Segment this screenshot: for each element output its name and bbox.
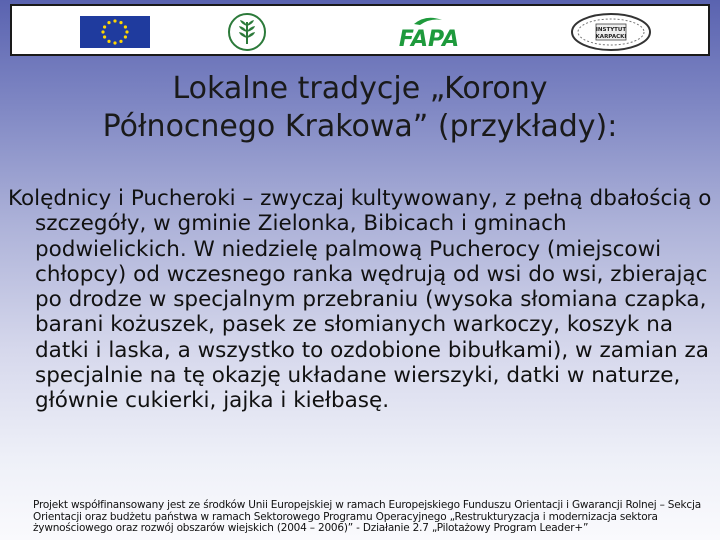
body-text: – zwyczaj kultywowany, z pełną dbałością o szczegóły, w gminie Zielonka, Bibicach i gminach podwielickich. W niedzielę palmową Pucherocy (miejscowi chłopcy) od wczesnego ranka wędrują od wsi do wsi, zbierając po drodze w specjalnym przebraniu (wysoka słomiana czapka, barani kożuszek, pasek ze słomianych warkoczy, koszyk na datki i laska, a wszystko to ozdobione bibułkami), w zamian za specjalnie na tę okazję układane wierszyki, datki w naturze, głównie cukierki, jajka i kiełbasę.	[35, 186, 712, 414]
logo-bar	[10, 4, 710, 56]
fapa-logo	[384, 14, 474, 50]
slide-title	[0, 70, 720, 146]
body-paragraph	[8, 186, 714, 414]
svg-text:KARPACKI: KARPACKI	[595, 34, 627, 40]
svg-text:INSTYTUT: INSTYTUT	[595, 27, 627, 33]
svg-text:FAPA: FAPA	[398, 27, 460, 50]
slide-title-line1: Lokalne tradycje „Korony	[172, 71, 548, 106]
footer-note: Projekt współfinansowany jest ze środków Unii Europejskiej w ramach Europejskiego Funduszu Orientacji i Gwarancji Rolnej – Sekcja Orientacji oraz budżetu państwa w ramach Sektorowego Programu Operacyjnego „Restrukturyzacja i modernizacja sektora żywnościowego oraz rozwój obszarów wiejskich (2004 – 2006)” - Działanie 2.7 „Pilotażowy Program Leader+”	[33, 499, 701, 534]
body-bold-lead: Kolędnicy i Pucheroki	[8, 186, 236, 211]
instytut-karpacki-logo	[570, 12, 652, 52]
slide-title-line2: Północnego Krakowa” (przykłady):	[102, 109, 618, 144]
wheat-emblem-icon	[227, 12, 267, 52]
eu-flag-icon	[80, 16, 150, 48]
